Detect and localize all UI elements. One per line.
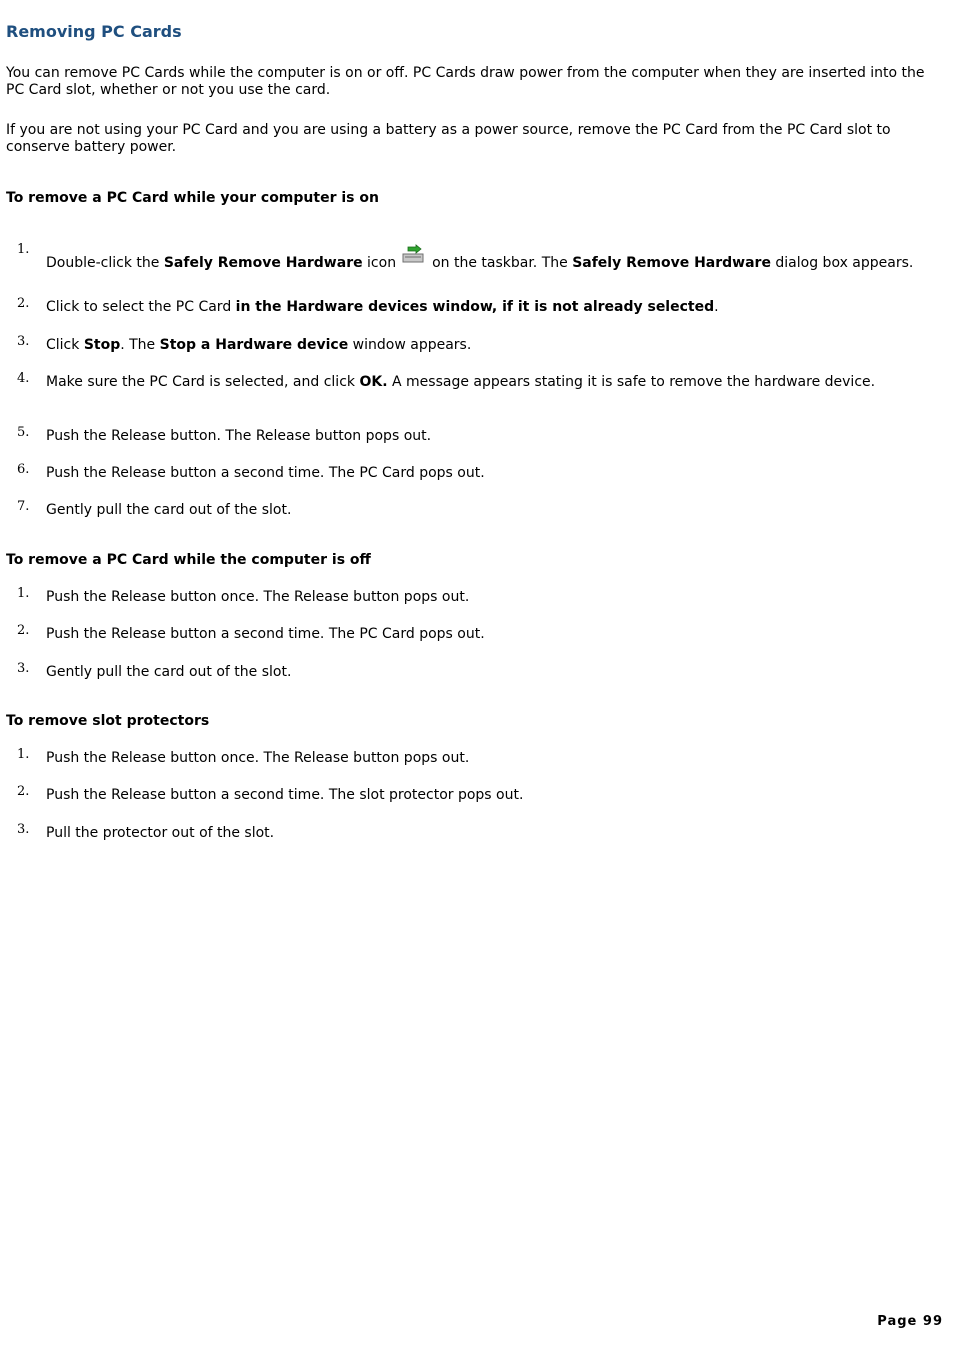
section-heading-slot-protectors: To remove slot protectors — [6, 713, 210, 729]
step-text — [46, 588, 926, 606]
step-number: 3. — [17, 334, 30, 349]
step-text-run: A message appears stating it is safe to remove the hardware device. — [387, 374, 876, 390]
step-number: 1. — [17, 586, 30, 601]
page-title: Removing PC Cards — [6, 22, 182, 41]
step-text-run: dialog box appears. — [770, 255, 914, 271]
step-text-run: Push the Release button once. The Release button pops out. — [46, 589, 470, 605]
step-number: 2. — [17, 623, 30, 638]
step-number: 2. — [17, 784, 30, 799]
step-text-run: Push the Release button a second time. The PC Card pops out. — [46, 465, 485, 481]
step-text-run: Push the Release button a second time. The slot protector pops out. — [46, 787, 524, 803]
section-heading-computer-off: To remove a PC Card while the computer is off — [6, 552, 371, 568]
step-text — [46, 244, 926, 272]
step-text-run: on the taskbar. The — [432, 255, 573, 271]
step-emphasis: OK. — [359, 374, 388, 390]
step-text — [46, 663, 926, 681]
step-number: 5. — [17, 425, 30, 440]
step-emphasis: Safely Remove Hardware — [163, 255, 363, 271]
step-number: 3. — [17, 661, 30, 676]
step-text-run: Make sure the PC Card is selected, and click — [46, 374, 360, 390]
step-text-run: Double-click the — [46, 255, 164, 271]
step-text-run: Gently pull the card out of the slot. — [46, 664, 292, 680]
step-number: 4. — [17, 371, 30, 386]
step-text-run: Click — [46, 337, 84, 353]
step-text-run: Push the Release button once. The Release button pops out. — [46, 750, 470, 766]
step-text — [46, 501, 926, 519]
step-emphasis: Stop a Hardware device — [159, 337, 349, 353]
step-text — [46, 749, 926, 767]
step-text — [46, 373, 926, 391]
step-text-run: window appears. — [348, 337, 472, 353]
step-emphasis: Stop — [83, 337, 121, 353]
step-text-run: Gently pull the card out of the slot. — [46, 502, 292, 518]
step-text — [46, 464, 926, 482]
step-number: 1. — [17, 242, 30, 257]
step-text-run: Pull the protector out of the slot. — [46, 825, 275, 841]
page-number: Page 99 — [877, 1314, 943, 1329]
step-text — [46, 336, 926, 354]
step-emphasis: in the Hardware devices window, if it is not already selected — [235, 299, 715, 315]
step-number: 1. — [17, 747, 30, 762]
step-text-run: icon — [362, 255, 397, 271]
step-number: 3. — [17, 822, 30, 837]
step-text-run: Push the Release button a second time. The PC Card pops out. — [46, 626, 485, 642]
step-text-run: . The — [120, 337, 160, 353]
intro-paragraph-1: You can remove PC Cards while the computer is on or off. PC Cards draw power from the computer when they are inserted into the PC Card slot, whether or not you use the card. — [6, 65, 925, 98]
step-emphasis: Safely Remove Hardware — [572, 255, 771, 271]
step-text — [46, 427, 926, 445]
section-heading-computer-on: To remove a PC Card while your computer is on — [6, 190, 379, 206]
step-text-run: Push the Release button. The Release button pops out. — [46, 428, 432, 444]
step-number: 2. — [17, 296, 30, 311]
step-text — [46, 298, 926, 316]
step-text — [46, 786, 926, 804]
step-number: 6. — [17, 462, 30, 477]
step-text — [46, 824, 926, 842]
safely-remove-hardware-icon — [402, 244, 426, 264]
step-text-run: Click to select the PC Card — [46, 299, 236, 315]
step-text-run: . — [714, 299, 719, 315]
step-number: 7. — [17, 499, 30, 514]
intro-paragraph-2: If you are not using your PC Card and you are using a battery as a power source, remove the PC Card from the PC Card slot to conserve battery power. — [6, 122, 891, 155]
step-text — [46, 625, 926, 643]
